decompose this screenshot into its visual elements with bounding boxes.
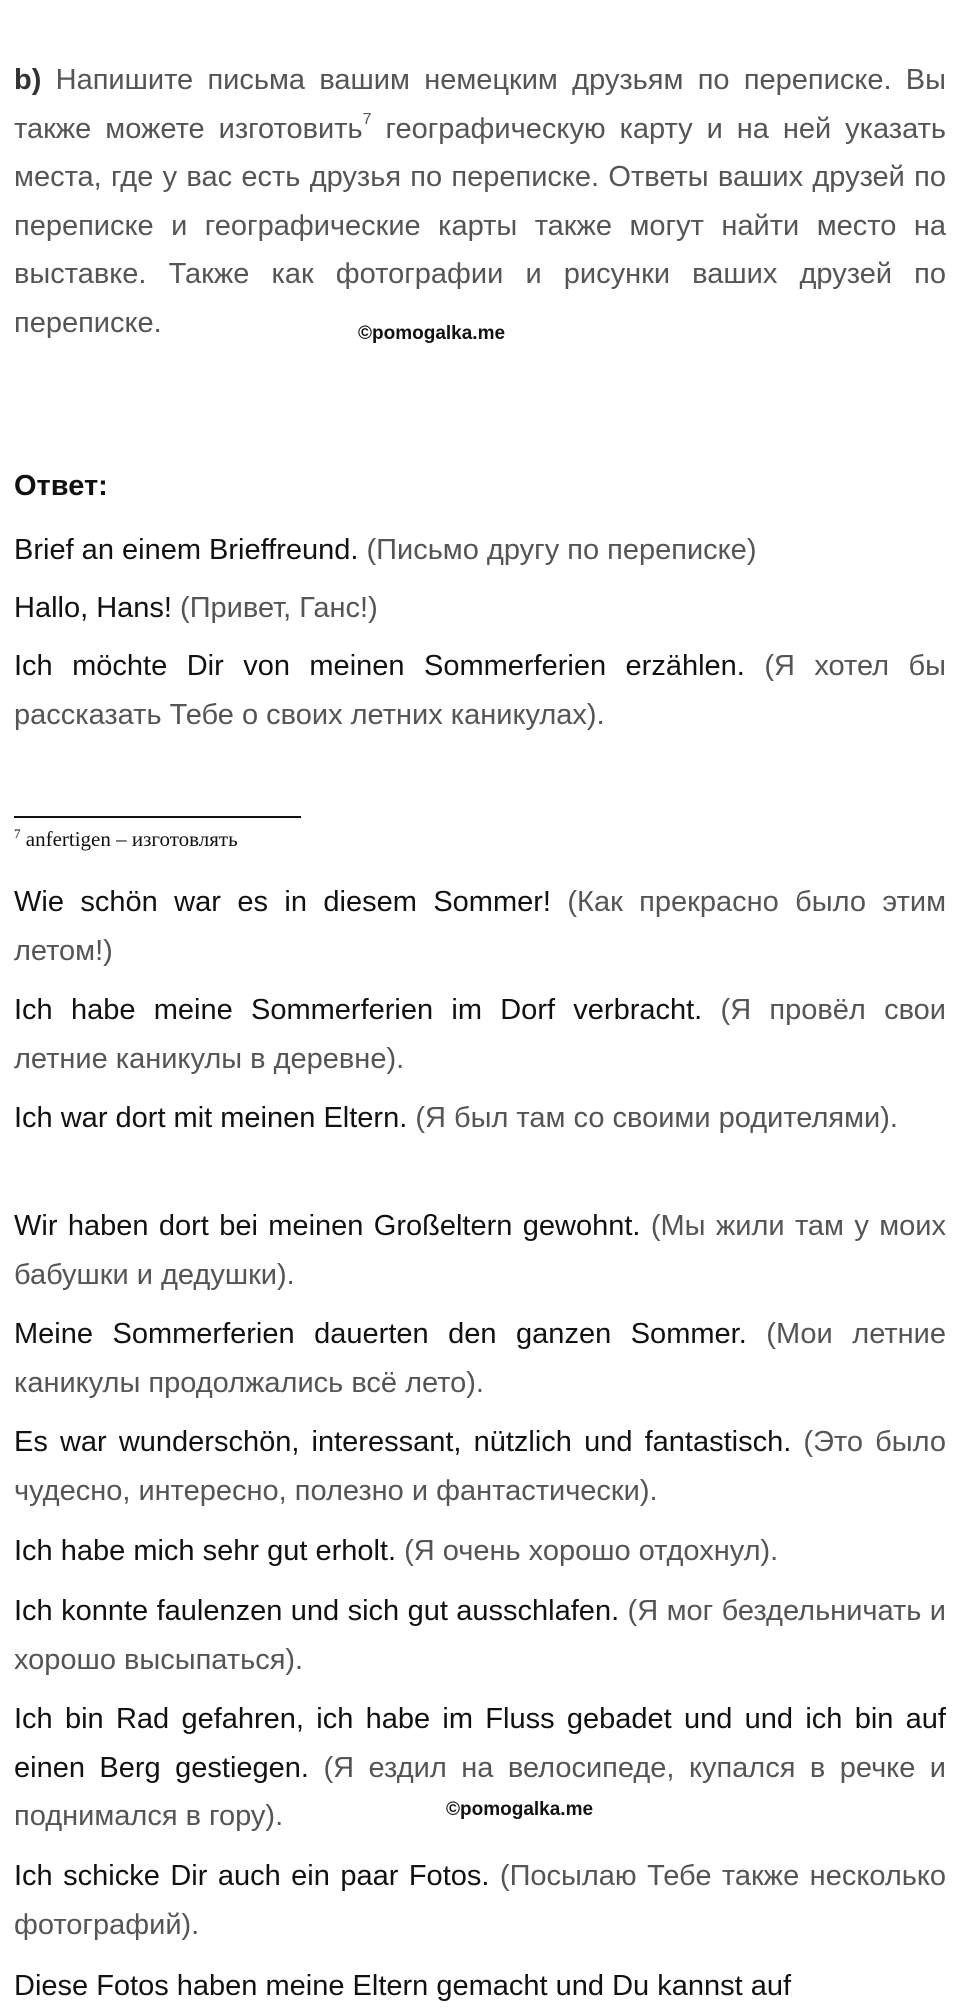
german-text: Es war wunderschön, interessant, nützlich und fantastisch. [14,1426,792,1458]
german-text: Ich bin Rad gefahren, ich habe im Fluss gebadet und und ich bin auf einen Berg gestiegen. [14,1703,946,1784]
watermark-bottom: ©pomogalka.me [446,1799,594,1820]
answer-line-8 [14,1310,946,1407]
answer-line-13 [14,1852,946,1949]
answer-line-3 [14,642,946,739]
russian-translation: (Я мог бездельничать и хорошо высыпаться). [14,1595,946,1676]
russian-translation: (Я хотел бы рассказать Тебе о своих летних каникулах). [14,650,946,731]
russian-translation: (Привет, Ганс!) [180,592,378,624]
german-text: Brief an einem Brieffreund. [14,534,359,566]
answer-line-1 [14,526,946,575]
russian-translation: (Как прекрасно было этим летом!) [14,886,947,967]
footnote-marker: 7 [14,826,21,841]
german-text: Wir haben dort bei meinen Großeltern gewohnt. [14,1210,641,1242]
russian-translation: (Я ездил на велосипеде, купался в речке и поднимался в гору). [14,1751,946,1832]
german-text: Ich konnte faulenzen und sich gut ausschlafen. [14,1595,620,1627]
german-text: Ich möchte Dir von meinen Sommerferien erzählen. [14,650,745,682]
german-text: Ich habe meine Sommerferien im Dorf verbracht. [14,994,703,1026]
answer-line-11 [14,1587,946,1684]
answer-line-6 [14,1094,946,1143]
answer-line-2 [14,584,946,633]
answer-line-10 [14,1527,946,1576]
russian-translation: (Это было чудесно, интересно, полезно и фантастически). [14,1426,946,1507]
answer-line-14 [14,1962,946,2011]
task-label: b) [14,64,42,96]
russian-translation: (Письмо другу по переписке) [366,534,757,566]
german-text: Meine Sommerferien dauerten den ganzen Sommer. [14,1318,747,1350]
russian-translation: (Мы жили там у моих бабушки и дедушки). [14,1210,946,1291]
answer-heading: Ответ: [14,470,108,502]
russian-translation: (Я был там со своими родителями). [415,1102,898,1134]
answer-line-9 [14,1418,946,1515]
footnote-reference: 7 [362,110,372,128]
footnote [14,827,238,852]
german-text: Ich habe mich sehr gut erholt. [14,1535,397,1567]
german-text: Ich schicke Dir auch ein paar Fotos. [14,1860,490,1892]
russian-translation: (Я очень хорошо отдохнул). [404,1535,779,1567]
russian-translation: (Мои летние каникулы продолжались всё лето). [14,1318,946,1399]
footnote-divider [14,816,301,818]
german-text: Diese Fotos haben meine Eltern gemacht und Du kannst auf [14,1970,792,2002]
answer-line-4 [14,878,946,975]
task-text-part1: Напишите письма вашим немецким друзьям по переписке. Вы также можете изготовить [14,64,946,145]
russian-translation: (Посылаю Тебе также несколько фотографий). [14,1860,946,1941]
german-text: Wie schön war es in diesem Sommer! [14,886,551,918]
task-paragraph [14,56,946,347]
answer-line-7 [14,1202,946,1299]
footnote-text: anfertigen – изготовлять [20,827,238,851]
watermark-top: ©pomogalka.me [358,323,506,344]
german-text: Hallo, Hans! [14,592,172,624]
task-text-part2: географическую карту и на ней указать места, где у вас есть друзья по переписке. Ответы ваших друзей по переписке и географические карты также могут найти место на выставке. Также как фотографии и рисунки ваших друзей по переписке. [14,112,946,339]
russian-translation: (Я провёл свои летние каникулы в деревне). [14,994,946,1075]
answer-line-5 [14,986,946,1083]
german-text: Ich war dort mit meinen Eltern. [14,1102,408,1134]
